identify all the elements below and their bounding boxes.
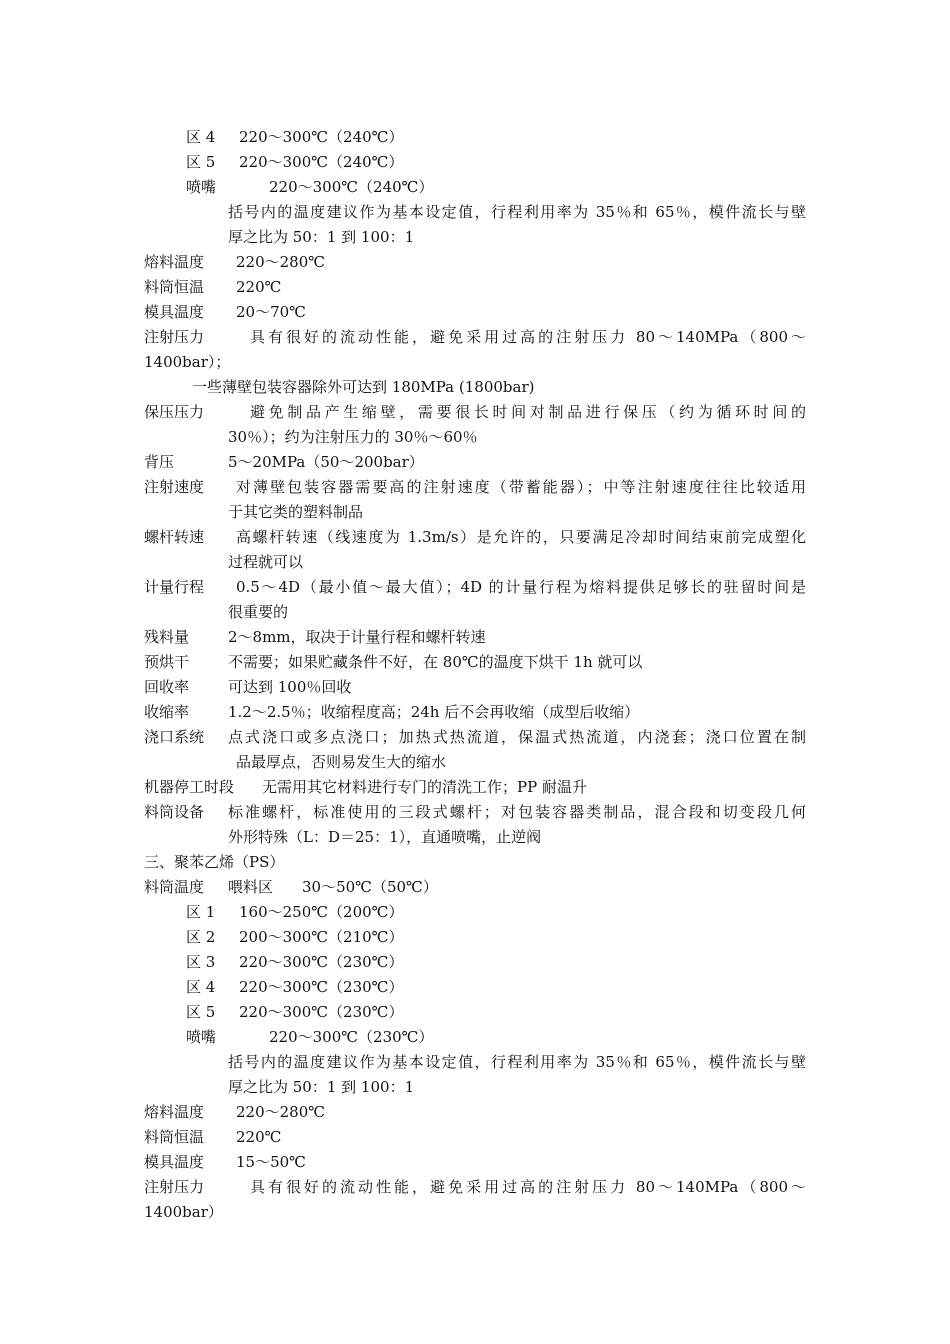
param-label: 浇口系统 (144, 728, 205, 746)
param-text: 具有很好的流动性能，避免采用过高的注射压力 80～140MPa（800～ (250, 1178, 806, 1196)
nozzle-value: 220～300℃（230℃） (269, 1028, 434, 1046)
param-text: 标准螺杆，标准使用的三段式螺杆；对包装容器类制品，混合段和切变段几何 (228, 803, 806, 821)
param-value: 15～50℃ (236, 1153, 306, 1171)
param-value: 220～280℃ (236, 253, 326, 271)
param-text: 避免制品产生缩壁，需要很长时间对制品进行保压（约为循环时间的 (250, 403, 806, 421)
nozzle-value: 220～300℃（240℃） (269, 178, 434, 196)
param-label: 料筒恒温 (144, 278, 205, 296)
param-value: 220～280℃ (236, 1103, 326, 1121)
zone-label: 区 5 (186, 153, 216, 171)
nozzle-label: 喷嘴 (186, 178, 217, 196)
param-label: 料筒设备 (144, 803, 205, 821)
param-value: 220℃ (236, 278, 282, 296)
param-label: 模具温度 (144, 1153, 205, 1171)
feed-zone-label: 喂料区 (228, 878, 274, 896)
zone-label: 区 5 (186, 1003, 216, 1021)
param-label: 回收率 (144, 678, 190, 696)
param-text: 点式浇口或多点浇口；加热式热流道，保温式热流道，内浇套；浇口位置在制 (228, 728, 806, 746)
param-label: 熔料温度 (144, 1103, 205, 1121)
note-text: 厚之比为 50：1 到 100：1 (228, 1078, 415, 1096)
param-label: 计量行程 (144, 578, 205, 596)
param-value: 1.2～2.5％；收缩程度高；24h 后不会再收缩（成型后收缩） (228, 703, 640, 721)
nozzle-label: 喷嘴 (186, 1028, 217, 1046)
param-label: 注射压力 (144, 1178, 205, 1196)
param-label: 预烘干 (144, 653, 190, 671)
note-text: 括号内的温度建议作为基本设定值，行程利用率为 35％和 65％，模件流长与壁 (228, 1053, 806, 1071)
zone-value: 220～300℃（240℃） (239, 153, 404, 171)
param-value: 可达到 100％回收 (228, 678, 352, 696)
param-text: 外形特殊（L：D＝25：1），直通喷嘴，止逆阀 (228, 828, 542, 846)
param-value: 无需用其它材料进行专门的清洗工作；PP 耐温升 (262, 778, 587, 796)
zone-value: 220～300℃（230℃） (239, 953, 404, 971)
param-label: 残料量 (144, 628, 190, 646)
param-value: 不需要；如果贮藏条件不好，在 80℃的温度下烘干 1h 就可以 (228, 653, 643, 671)
zone-label: 区 4 (186, 978, 216, 996)
heading-text: 三、聚苯乙烯（PS） (144, 853, 285, 871)
param-value: 220℃ (236, 1128, 282, 1146)
param-text: 30％）；约为注射压力的 30％～60％ (228, 428, 478, 446)
param-label: 收缩率 (144, 703, 190, 721)
param-value: 20～70℃ (236, 303, 306, 321)
param-label: 注射压力 (144, 328, 205, 346)
zone-label: 区 4 (186, 128, 216, 146)
param-label: 料筒温度 (144, 878, 205, 896)
param-text: 0.5～4D（最小值～最大值）；4D 的计量行程为熔料提供足够长的驻留时间是 (236, 578, 806, 596)
zone-value: 220～300℃（240℃） (239, 128, 404, 146)
param-text: 过程就可以 (228, 553, 304, 571)
zone-value: 220～300℃（230℃） (239, 978, 404, 996)
param-label: 螺杆转速 (144, 528, 205, 546)
param-label: 背压 (144, 453, 175, 471)
param-value: 2～8mm，取决于计量行程和螺杆转速 (228, 628, 486, 646)
param-text: 于其它类的塑料制品 (228, 503, 364, 521)
note-text: 括号内的温度建议作为基本设定值，行程利用率为 35％和 65％，模件流长与壁 (228, 203, 806, 221)
zone-value: 160～250℃（200℃） (239, 903, 404, 921)
param-label: 注射速度 (144, 478, 205, 496)
param-text: 很重要的 (228, 603, 289, 621)
zone-value: 220～300℃（230℃） (239, 1003, 404, 1021)
zone-label: 区 3 (186, 953, 216, 971)
note-text: 厚之比为 50：1 到 100：1 (228, 228, 415, 246)
param-text: 对薄壁包装容器需要高的注射速度（带蓄能器）；中等注射速度往往比较适用 (236, 478, 806, 496)
zone-label: 区 1 (186, 903, 216, 921)
param-text: 1400bar） (144, 1203, 223, 1221)
param-text: 1400bar）； (144, 353, 231, 371)
param-text: 具有很好的流动性能，避免采用过高的注射压力 80～140MPa（800～ (250, 328, 806, 346)
param-label: 模具温度 (144, 303, 205, 321)
feed-zone-value: 30～50℃（50℃） (302, 878, 438, 896)
param-label: 熔料温度 (144, 253, 205, 271)
param-text: 一些薄壁包装容器除外可达到 180MPa (1800bar) (192, 378, 535, 396)
param-text: 高螺杆转速（线速度为 1.3m/s）是允许的，只要满足冷却时间结束前完成塑化 (236, 528, 806, 546)
param-text: 品最厚点，否则易发生大的缩水 (236, 753, 447, 771)
param-label: 料筒恒温 (144, 1128, 205, 1146)
param-label: 机器停工时段 (144, 778, 235, 796)
zone-label: 区 2 (186, 928, 216, 946)
param-label: 保压压力 (144, 403, 205, 421)
param-value: 5～20MPa（50～200bar） (228, 453, 424, 471)
zone-value: 200～300℃（210℃） (239, 928, 404, 946)
